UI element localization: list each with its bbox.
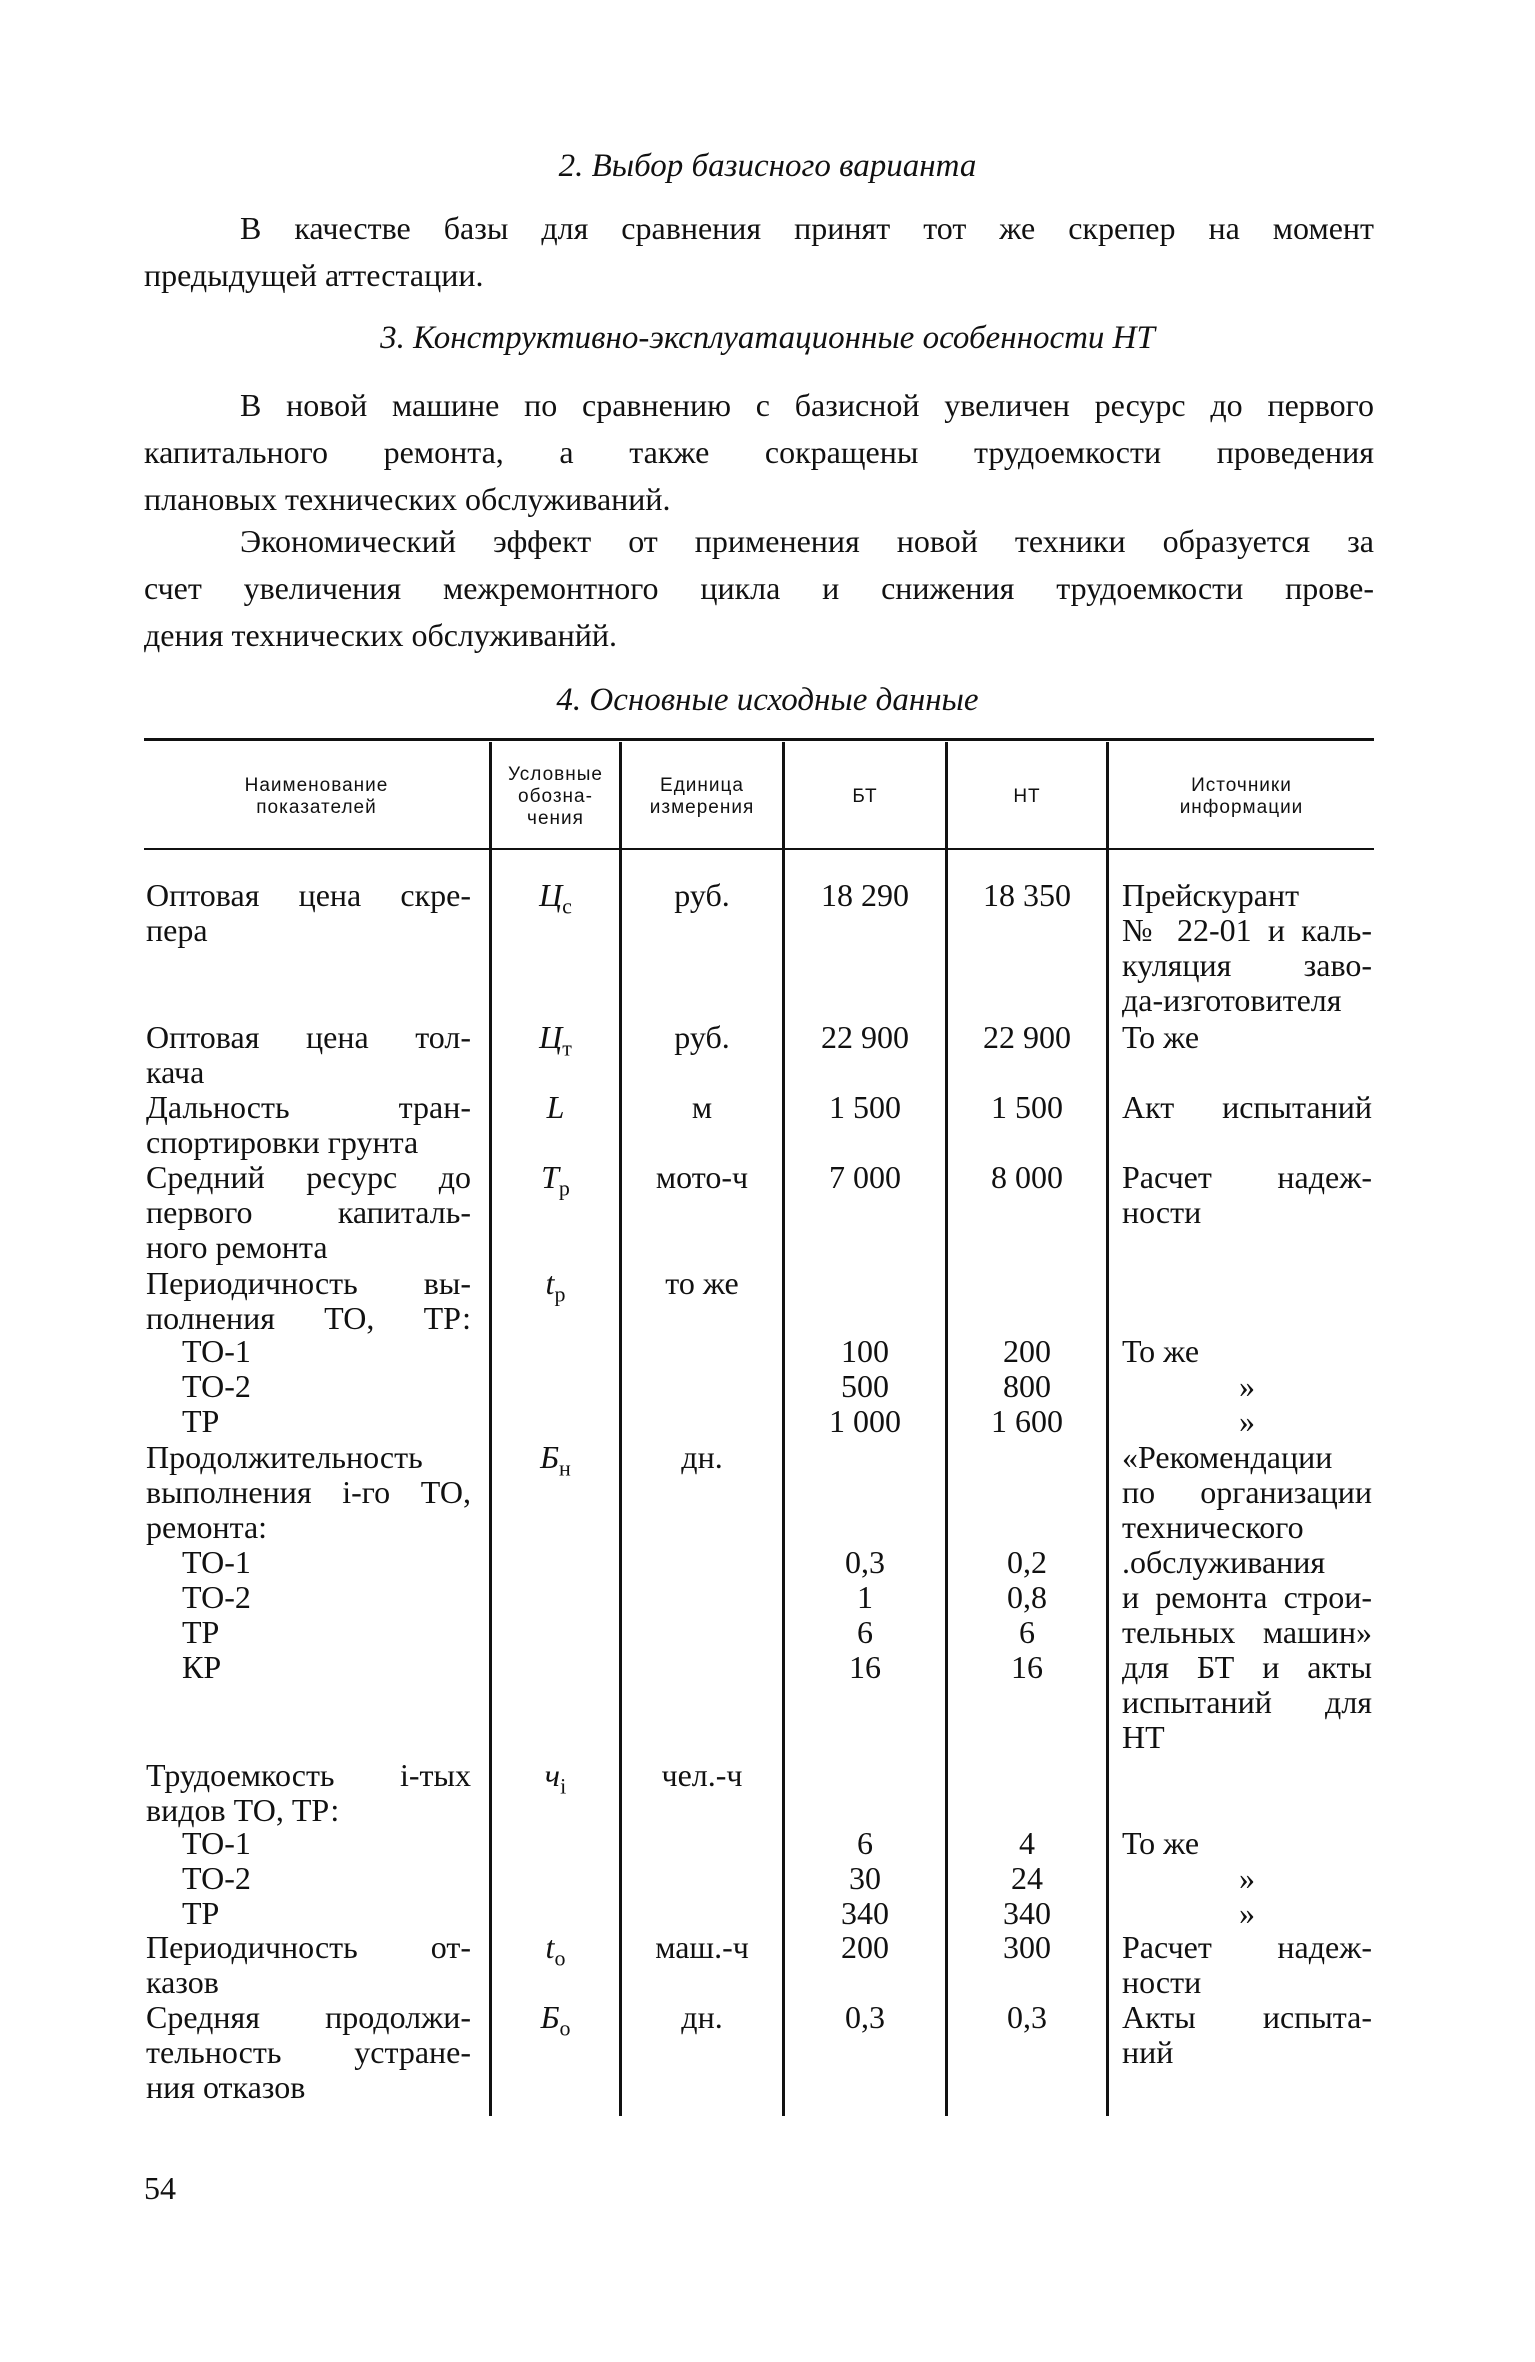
text-line: счет увеличения межремонтного цикла и снижения трудоемкости прове- bbox=[144, 570, 1374, 606]
table-row-unit: маш.-ч bbox=[655, 1929, 749, 1965]
text-line: Оптовая цена скре- bbox=[146, 877, 471, 913]
header-symbol bbox=[492, 748, 619, 846]
table-row-source bbox=[1122, 2000, 1372, 2070]
text-line: предыдущей аттестации. bbox=[144, 257, 484, 293]
table-row-name bbox=[146, 1930, 471, 2000]
text-line: пера bbox=[146, 912, 208, 948]
symbol-subscript: т bbox=[562, 1035, 572, 1061]
table-row-name bbox=[146, 1758, 471, 1828]
text-line: Прейскурант bbox=[1122, 877, 1300, 913]
table-row-name bbox=[146, 878, 471, 948]
symbol-subscript: i bbox=[560, 1773, 567, 1799]
table-row-nt: 8 000 bbox=[991, 1159, 1063, 1195]
table-row-source bbox=[1122, 878, 1372, 1018]
text-line: Средний ресурс до bbox=[146, 1159, 471, 1195]
table-row-nt bbox=[948, 1545, 1106, 1685]
text-line: «Рекомендации bbox=[1122, 1439, 1333, 1475]
symbol-text: t bbox=[545, 1929, 555, 1965]
text-line: » bbox=[1239, 1368, 1255, 1404]
table-row-symbol bbox=[492, 1930, 619, 1975]
table-row-symbol bbox=[492, 1020, 619, 1065]
text-line: Периодичность от- bbox=[146, 1929, 471, 1965]
table-row-name bbox=[146, 1020, 471, 1090]
table-row-unit: руб. bbox=[674, 877, 730, 913]
text-line: Оптовая цена тол- bbox=[146, 1019, 471, 1055]
text-line: » bbox=[1239, 1860, 1255, 1896]
section-2-heading: 2. Выбор базисного варианта bbox=[558, 148, 977, 184]
text-line: ТР bbox=[182, 1895, 220, 1931]
table-row-bt bbox=[785, 1545, 945, 1685]
text-line: 500 bbox=[841, 1368, 889, 1404]
column-divider bbox=[489, 742, 492, 2116]
text-line: Продолжительность bbox=[146, 1439, 423, 1475]
header-line: Наименование bbox=[244, 775, 389, 796]
text-line: В качестве базы для сравнения принят тот же скрепер на момент bbox=[240, 210, 1374, 246]
text-line: 1 000 bbox=[829, 1403, 901, 1439]
section-3-heading: 3. Конструктивно-эксплуатационные особенности НТ bbox=[380, 320, 1155, 356]
column-divider bbox=[619, 742, 622, 2116]
text-line: 0,2 bbox=[1007, 1544, 1047, 1580]
text-line: Периодичность вы- bbox=[146, 1265, 471, 1301]
text-line: » bbox=[1239, 1895, 1255, 1931]
table-row-source bbox=[1122, 1160, 1372, 1230]
header-name bbox=[144, 748, 489, 846]
table-row-bt: 22 900 bbox=[821, 1019, 909, 1055]
text-line: Расчет надеж- bbox=[1122, 1929, 1372, 1965]
text-line: 16 bbox=[849, 1649, 881, 1685]
header-source bbox=[1109, 748, 1374, 846]
table-row-name bbox=[182, 1334, 382, 1439]
table-row-unit: руб. bbox=[674, 1019, 730, 1055]
symbol-text: L bbox=[546, 1089, 565, 1125]
text-line: То же bbox=[1122, 1019, 1200, 1055]
symbol-subscript: о bbox=[559, 2015, 571, 2041]
text-line: по организации bbox=[1122, 1474, 1372, 1510]
header-line: Источники bbox=[1191, 775, 1292, 796]
text-line: ТО-1 bbox=[182, 1825, 251, 1861]
text-line: 6 bbox=[1019, 1614, 1035, 1650]
text-line: В новой машине по сравнению с базисной увеличен ресурс до первого bbox=[240, 387, 1374, 423]
table-row-nt bbox=[948, 1334, 1106, 1439]
table-row-unit: дн. bbox=[681, 1439, 723, 1475]
text-line: .обслуживания bbox=[1122, 1544, 1326, 1580]
symbol-subscript: о bbox=[554, 1945, 566, 1971]
table-row-source bbox=[1122, 1334, 1372, 1439]
table-row-source bbox=[1122, 1826, 1372, 1931]
text-line: ния отказов bbox=[146, 2069, 306, 2105]
text-line: 0,8 bbox=[1007, 1579, 1047, 1615]
text-line: капитального ремонта, а также сокращены трудоемкости проведения bbox=[144, 434, 1374, 470]
header-line: Единица bbox=[660, 775, 744, 796]
text-line: ТО-2 bbox=[182, 1860, 251, 1896]
text-line: 1 600 bbox=[991, 1403, 1063, 1439]
header-line: информации bbox=[1179, 797, 1304, 818]
section-3-paragraph-2 bbox=[144, 518, 1374, 659]
page-number: 54 bbox=[144, 2170, 176, 2206]
text-line: тельных машин» bbox=[1122, 1614, 1372, 1650]
table-row-bt: 200 bbox=[841, 1929, 889, 1965]
text-line: Акты испыта- bbox=[1122, 1999, 1372, 2035]
text-line: 0,3 bbox=[845, 1544, 885, 1580]
header-line: измерения bbox=[649, 797, 755, 818]
text-line: 200 bbox=[1003, 1333, 1051, 1369]
table-row-nt: 0,3 bbox=[1007, 1999, 1047, 2035]
text-line: 1 bbox=[857, 1579, 873, 1615]
text-line: ний bbox=[1122, 2034, 1174, 2070]
table-row-nt: 300 bbox=[1003, 1929, 1051, 1965]
text-line: 24 bbox=[1011, 1860, 1043, 1896]
text-line: Дальность тран- bbox=[146, 1089, 471, 1125]
text-line: 6 bbox=[857, 1825, 873, 1861]
table-row-name bbox=[146, 2000, 471, 2105]
text-line: Экономический эффект от применения новой техники образуется за bbox=[240, 523, 1374, 559]
table-row-bt: 1 500 bbox=[829, 1089, 901, 1125]
text-line: ности bbox=[1122, 1194, 1202, 1230]
table-row-bt: 0,3 bbox=[845, 1999, 885, 2035]
text-line: полнения ТО, ТР: bbox=[146, 1300, 471, 1336]
text-line: 16 bbox=[1011, 1649, 1043, 1685]
symbol-text: Б bbox=[540, 1999, 560, 2035]
table-top-rule bbox=[144, 738, 1374, 741]
table-row-source bbox=[1122, 1020, 1372, 1055]
text-line: первого капиталь- bbox=[146, 1194, 471, 1230]
table-row-symbol bbox=[492, 1266, 619, 1311]
table-row-nt bbox=[948, 1826, 1106, 1931]
table-row-nt: 18 350 bbox=[983, 877, 1071, 913]
table-row-name bbox=[182, 1826, 382, 1931]
section-4-heading: 4. Основные исходные данные bbox=[556, 682, 979, 718]
table-row-bt: 7 000 bbox=[829, 1159, 901, 1195]
header-line: обозна- bbox=[518, 786, 593, 807]
symbol-subscript: р bbox=[558, 1175, 570, 1201]
table-header-rule bbox=[144, 848, 1374, 850]
text-line: № 22-01 и каль- bbox=[1122, 912, 1372, 948]
symbol-text: Б bbox=[540, 1439, 560, 1475]
text-line: тельность устране- bbox=[146, 2034, 471, 2070]
table-row-symbol bbox=[492, 878, 619, 923]
text-line: 800 bbox=[1003, 1368, 1051, 1404]
text-line: выполнения i-го ТО, bbox=[146, 1474, 471, 1510]
text-line: ТР bbox=[182, 1614, 220, 1650]
header-nt: НТ bbox=[1013, 786, 1041, 807]
text-line: видов ТО, ТР: bbox=[146, 1792, 340, 1828]
header-bt: БТ bbox=[852, 786, 878, 807]
text-line: для БТ и акты bbox=[1122, 1649, 1372, 1685]
text-line: 100 bbox=[841, 1333, 889, 1369]
table-row-name bbox=[146, 1266, 471, 1336]
table-row-bt: 18 290 bbox=[821, 877, 909, 913]
header-line: Условные bbox=[508, 764, 603, 785]
text-line: ности bbox=[1122, 1964, 1202, 2000]
table-row-symbol bbox=[492, 1160, 619, 1205]
table-row-name bbox=[146, 1160, 471, 1265]
table-row-symbol bbox=[492, 1090, 619, 1125]
text-line: испытаний для bbox=[1122, 1684, 1372, 1720]
symbol-text: t bbox=[545, 1265, 555, 1301]
text-line: Трудоемкость i-тых bbox=[146, 1757, 471, 1793]
table-row-bt bbox=[785, 1826, 945, 1931]
table-row-unit: м bbox=[691, 1089, 713, 1125]
text-line: Расчет надеж- bbox=[1122, 1159, 1372, 1195]
text-line: ремонта: bbox=[146, 1509, 268, 1545]
table-row-source bbox=[1122, 1090, 1372, 1125]
text-line: КР bbox=[182, 1649, 222, 1685]
text-line: ТО-1 bbox=[182, 1544, 251, 1580]
table-row-name bbox=[182, 1545, 382, 1685]
table-row-unit: то же bbox=[665, 1265, 739, 1301]
table-row-nt: 1 500 bbox=[991, 1089, 1063, 1125]
header-line: показателей bbox=[256, 797, 377, 818]
table-row-unit: чел.-ч bbox=[661, 1757, 743, 1793]
section-2-paragraph bbox=[144, 205, 1374, 299]
text-line: плановых технических обслуживаний. bbox=[144, 481, 671, 517]
table-row-bt bbox=[785, 1334, 945, 1439]
table-row-nt: 22 900 bbox=[983, 1019, 1071, 1055]
text-line: куляция заво- bbox=[1122, 947, 1372, 983]
text-line: ТР bbox=[182, 1403, 220, 1439]
table-row-symbol bbox=[492, 1440, 619, 1485]
text-line: » bbox=[1239, 1403, 1255, 1439]
symbol-text: Ц bbox=[539, 877, 563, 913]
text-line: ного ремонта bbox=[146, 1229, 328, 1265]
text-line: 340 bbox=[1003, 1895, 1051, 1931]
text-line: и ремонта строи- bbox=[1122, 1579, 1372, 1615]
text-line: ТО-1 bbox=[182, 1333, 251, 1369]
header-line: чения bbox=[527, 808, 584, 829]
text-line: То же bbox=[1122, 1333, 1200, 1369]
column-divider bbox=[1106, 742, 1109, 2116]
symbol-subscript: р bbox=[554, 1281, 566, 1307]
text-line: Акт испытаний bbox=[1122, 1089, 1372, 1125]
symbol-text: Ц bbox=[539, 1019, 563, 1055]
header-unit bbox=[622, 748, 782, 846]
table-row-unit: мото-ч bbox=[655, 1159, 749, 1195]
text-line: 340 bbox=[841, 1895, 889, 1931]
text-line: Средняя продолжи- bbox=[146, 1999, 471, 2035]
table-row-symbol bbox=[492, 2000, 619, 2045]
text-line: 30 bbox=[849, 1860, 881, 1896]
text-line: 6 bbox=[857, 1614, 873, 1650]
text-line: ТО-2 bbox=[182, 1368, 251, 1404]
text-line: ТО-2 bbox=[182, 1579, 251, 1615]
text-line: дения технических обслуживанйй. bbox=[144, 617, 617, 653]
text-line: кача bbox=[146, 1054, 205, 1090]
text-line: НТ bbox=[1122, 1719, 1165, 1755]
table-row-name bbox=[146, 1090, 471, 1160]
text-line: казов bbox=[146, 1964, 219, 2000]
symbol-subscript: с bbox=[562, 893, 572, 919]
text-line: технического bbox=[1122, 1509, 1304, 1545]
table-row-symbol bbox=[492, 1758, 619, 1803]
table-row-source bbox=[1122, 1930, 1372, 2000]
table-row-source bbox=[1122, 1440, 1372, 1755]
table-row-unit: дн. bbox=[681, 1999, 723, 2035]
text-line: 4 bbox=[1019, 1825, 1035, 1861]
symbol-text: ч bbox=[544, 1757, 561, 1793]
text-line: спортировки грунта bbox=[146, 1124, 419, 1160]
symbol-text: Т bbox=[541, 1159, 559, 1195]
section-3-paragraph-1 bbox=[144, 382, 1374, 523]
text-line: То же bbox=[1122, 1825, 1200, 1861]
symbol-subscript: н bbox=[559, 1455, 571, 1481]
table-row-name bbox=[146, 1440, 471, 1545]
text-line: да-изготовителя bbox=[1122, 982, 1342, 1018]
